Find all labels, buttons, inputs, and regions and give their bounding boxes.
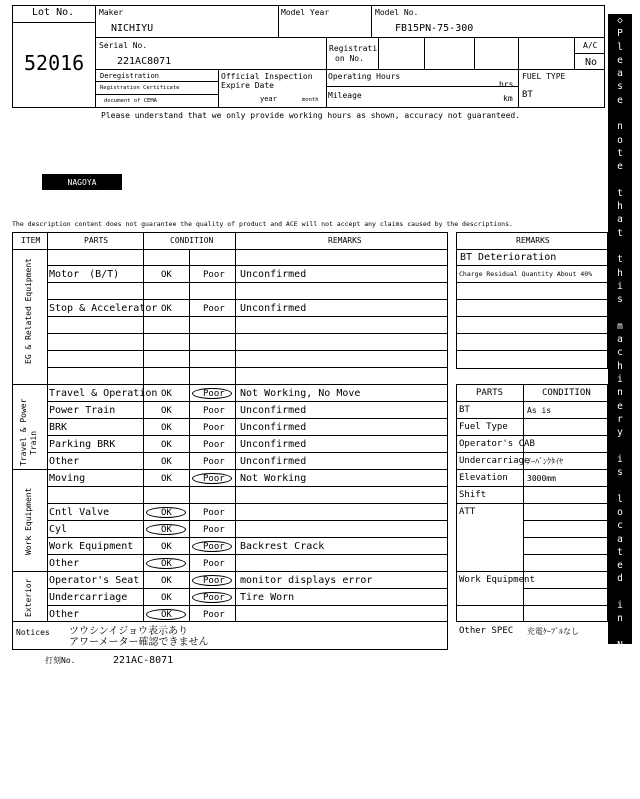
sidebar-char: h	[617, 267, 623, 279]
row-remark: Not Working, No Move	[240, 388, 361, 399]
poor-label: Poor	[203, 593, 225, 603]
ac-label: A/C	[583, 41, 598, 50]
model-no-label: Model No.	[375, 8, 419, 17]
official-inspection-label: Official Inspection	[221, 72, 313, 81]
poor-label: Poor	[203, 559, 225, 569]
month-label: month	[302, 97, 319, 103]
poor-label: Poor	[203, 525, 225, 535]
sidebar-char: r	[617, 413, 623, 425]
sidebar-char: a	[617, 334, 623, 346]
sidebar-char: l	[617, 41, 623, 53]
ok-label: OK	[161, 576, 172, 586]
sidebar-char: d	[617, 573, 623, 585]
sidebar-char: e	[617, 161, 623, 173]
group-travel-power-2: Train	[29, 430, 38, 455]
model-no-value: FB15PN-75-300	[395, 23, 474, 34]
stamp-value: 221AC-8071	[113, 655, 174, 666]
sidebar-char	[608, 174, 632, 187]
sidebar-char: e	[617, 400, 623, 412]
row-remark: Unconfirmed	[240, 439, 307, 450]
sidebar-char: a	[617, 533, 623, 545]
ok-label: OK	[161, 525, 172, 535]
poor-label: Poor	[203, 423, 225, 433]
location-badge: NAGOYA	[42, 174, 122, 190]
ok-label: OK	[161, 542, 172, 552]
sidebar-char: i	[617, 280, 623, 292]
sidebar-char: t	[617, 227, 623, 239]
sidebar-char: e	[617, 54, 623, 66]
poor-circle-mark	[192, 575, 232, 586]
group-eg-related: EG & Related Equipment	[24, 258, 33, 364]
sidebar-char: t	[617, 546, 623, 558]
sidebar-char: a	[617, 746, 623, 758]
row-part: Other	[49, 456, 80, 467]
sidebar-char	[608, 719, 632, 732]
poor-circle-mark	[192, 592, 232, 603]
operating-hours-label: Operating Hours	[328, 72, 401, 81]
poor-label: Poor	[203, 389, 225, 399]
right-row-condition: 充電ｹｰﾌﾞﾙなし	[527, 627, 579, 636]
row-part: Travel & Operation	[49, 388, 158, 399]
sidebar-char	[608, 479, 632, 492]
right-row-part: Operator's CAB	[459, 439, 535, 449]
right-row-part: Elevation	[459, 473, 508, 483]
sidebar-char: h	[617, 360, 623, 372]
right-row-condition: As is	[527, 406, 552, 415]
sidebar-char: e	[617, 94, 623, 106]
right-remarks-line-2: Charge Residual Quantity About 40%	[459, 270, 593, 278]
group-exterior: Exterior	[24, 578, 33, 617]
sidebar-char	[608, 440, 632, 453]
row-part: Undercarriage	[49, 592, 128, 603]
sidebar-char: m	[617, 320, 623, 332]
row-part: Parking BRK	[49, 439, 116, 450]
ok-circle-mark	[146, 524, 186, 535]
right-row-part: Fuel Type	[459, 422, 508, 432]
ok-circle-mark	[146, 609, 186, 620]
right-row-part: BT	[459, 405, 470, 415]
row-remark: Unconfirmed	[240, 422, 307, 433]
lot-number: 52016	[24, 51, 85, 75]
poor-label: Poor	[203, 440, 225, 450]
working-hours-notice: Please understand that we only provide working hours as shown, accuracy not guaranteed.	[101, 111, 521, 120]
right-condition-header: CONDITION	[542, 388, 591, 398]
sidebar-char: l	[617, 493, 623, 505]
poor-label: Poor	[203, 304, 225, 314]
ok-label: OK	[161, 440, 172, 450]
ok-label: OK	[161, 423, 172, 433]
row-remark: Tire Worn	[240, 592, 295, 603]
sidebar-char: g	[617, 666, 623, 678]
sidebar-char	[608, 307, 632, 320]
registration-label-2: on No.	[335, 54, 364, 63]
right-row-condition: 3000mm	[527, 474, 556, 483]
row-part: Moving	[49, 473, 86, 484]
stamp-label: 打刻No.	[45, 656, 76, 665]
row-remark: Unconfirmed	[240, 269, 307, 280]
row-remark: Unconfirmed	[240, 456, 307, 467]
ok-label: OK	[161, 474, 172, 484]
poor-label: Poor	[203, 270, 225, 280]
header-condition: CONDITION	[170, 236, 214, 245]
sidebar-char: ◇	[617, 15, 623, 26]
sidebar-char: h	[617, 201, 623, 213]
sidebar-char: ◇	[617, 786, 623, 798]
sidebar-char: Y	[617, 733, 623, 745]
poor-label: Poor	[203, 508, 225, 518]
sidebar-char: o	[617, 679, 623, 691]
ok-label: OK	[161, 559, 172, 569]
sidebar-char: a	[617, 68, 623, 80]
ok-circle-mark	[146, 558, 186, 569]
sidebar-char: e	[617, 560, 623, 572]
sidebar-char: s	[617, 467, 623, 479]
sidebar-char: a	[617, 653, 623, 665]
sidebar-char: s	[617, 294, 623, 306]
maker-label: Maker	[99, 8, 124, 17]
header-parts: PARTS	[84, 236, 109, 245]
serial-value: 221AC8071	[117, 56, 172, 67]
ok-label: OK	[161, 304, 172, 314]
row-remark: monitor displays error	[240, 575, 373, 586]
poor-label: Poor	[203, 406, 225, 416]
location-sidebar	[608, 14, 632, 798]
mileage-label: Mileage	[328, 91, 362, 100]
ok-label: OK	[161, 593, 172, 603]
poor-label: Poor	[203, 576, 225, 586]
sidebar-char	[608, 586, 632, 599]
sidebar-char: o	[617, 134, 623, 146]
header-item: ITEM	[21, 236, 41, 245]
sidebar-char: i	[617, 453, 623, 465]
expire-date-label: Expire Date	[221, 81, 274, 90]
notices-label: Notices	[16, 628, 50, 637]
group-travel-power-1: Travel & Power	[19, 398, 28, 466]
ok-label: OK	[161, 406, 172, 416]
right-row-part: Other SPEC	[459, 626, 514, 636]
sidebar-char	[608, 626, 632, 639]
sidebar-char: a	[617, 706, 623, 718]
row-part: Other	[49, 609, 80, 620]
disclaimer: The description content does not guarantee the quality of product and ACE will not accept any claims caused by the descriptions.	[12, 220, 513, 228]
sidebar-char: n	[617, 121, 623, 133]
row-remark: Backrest Crack	[240, 541, 325, 552]
year-label: year	[260, 95, 277, 103]
header-remarks: REMARKS	[328, 236, 362, 245]
sidebar-char: t	[617, 147, 623, 159]
row-part: Cntl Valve	[49, 507, 110, 518]
sidebar-char: c	[617, 520, 623, 532]
row-part: Other	[49, 558, 80, 569]
serial-label: Serial No.	[99, 41, 148, 50]
sidebar-char	[608, 240, 632, 253]
row-part: Operator's Seat	[49, 575, 140, 586]
sidebar-char: i	[617, 374, 623, 386]
row-part: BRK	[49, 422, 68, 433]
hrs-label: hrs	[499, 80, 514, 89]
sidebar-char: y	[617, 693, 623, 705]
row-part: Cyl	[49, 524, 68, 535]
sidebar-char: t	[617, 254, 623, 266]
registration-label-1: Registrati	[329, 44, 378, 53]
sidebar-char: o	[617, 506, 623, 518]
sidebar-char	[608, 107, 632, 120]
sidebar-char: N	[617, 639, 623, 651]
row-remark: Unconfirmed	[240, 405, 307, 416]
sidebar-char: n	[617, 613, 623, 625]
sidebar-char: s	[617, 81, 623, 93]
right-parts-header: PARTS	[476, 388, 504, 398]
sidebar-char: i	[617, 600, 623, 612]
ac-value: No	[585, 57, 598, 68]
ok-label: OK	[161, 270, 172, 280]
group-work-equipment: Work Equipment	[24, 487, 33, 555]
row-part: Stop & Accelerator	[49, 303, 158, 314]
notices-line-2: アワーメーター確認できません	[69, 637, 209, 648]
row-remark: Not Working	[240, 473, 307, 484]
row-part: Power Train	[49, 405, 116, 416]
sidebar-char: P	[617, 28, 623, 40]
right-remarks-line-1: BT Deterioration	[460, 252, 557, 263]
notices-line-1: ツウシンイジョウ表示あり	[69, 626, 189, 637]
right-row-part: Work Equipment	[459, 575, 535, 585]
right-row-part: Undercarriage	[459, 456, 530, 466]
right-row-part: ATT	[459, 507, 476, 517]
sidebar-char: y	[617, 427, 623, 439]
deregistration-label: Deregistration	[100, 72, 160, 80]
sidebar-char: n	[617, 387, 623, 399]
ok-label: OK	[161, 508, 172, 518]
poor-circle-mark	[192, 388, 232, 399]
model-year-label: Model Year	[281, 8, 330, 17]
poor-label: Poor	[203, 542, 225, 552]
poor-label: Poor	[203, 474, 225, 484]
ok-label: OK	[161, 457, 172, 467]
document-cema-label: document of CEMA	[104, 98, 157, 104]
poor-circle-mark	[192, 541, 232, 552]
ok-label: OK	[161, 389, 172, 399]
poor-label: Poor	[203, 610, 225, 620]
sidebar-char: d	[617, 772, 623, 784]
maker-value: NICHIYU	[111, 23, 154, 34]
right-row-part: Shift	[459, 490, 487, 500]
right-row-condition: ﾉｰﾊﾞﾝｸﾀｲﾔ	[527, 457, 563, 466]
poor-label: Poor	[203, 457, 225, 467]
right-remarks-header: REMARKS	[516, 236, 550, 245]
fuel-type-label: FUEL TYPE	[522, 72, 566, 81]
sidebar-char: a	[617, 214, 623, 226]
sidebar-char: c	[617, 347, 623, 359]
row-part: Work Equipment	[49, 541, 134, 552]
registration-certificate-label: Registration Certificate	[100, 85, 180, 91]
poor-circle-mark	[192, 473, 232, 484]
fuel-type-value: BT	[522, 90, 533, 100]
row-part: Motor (B/T)	[49, 269, 120, 280]
sidebar-char: r	[617, 759, 623, 771]
km-label: km	[503, 94, 513, 103]
row-remark: Unconfirmed	[240, 303, 307, 314]
ok-label: OK	[161, 610, 172, 620]
ok-circle-mark	[146, 507, 186, 518]
sidebar-char: t	[617, 187, 623, 199]
lot-label: Lot No.	[32, 7, 75, 18]
